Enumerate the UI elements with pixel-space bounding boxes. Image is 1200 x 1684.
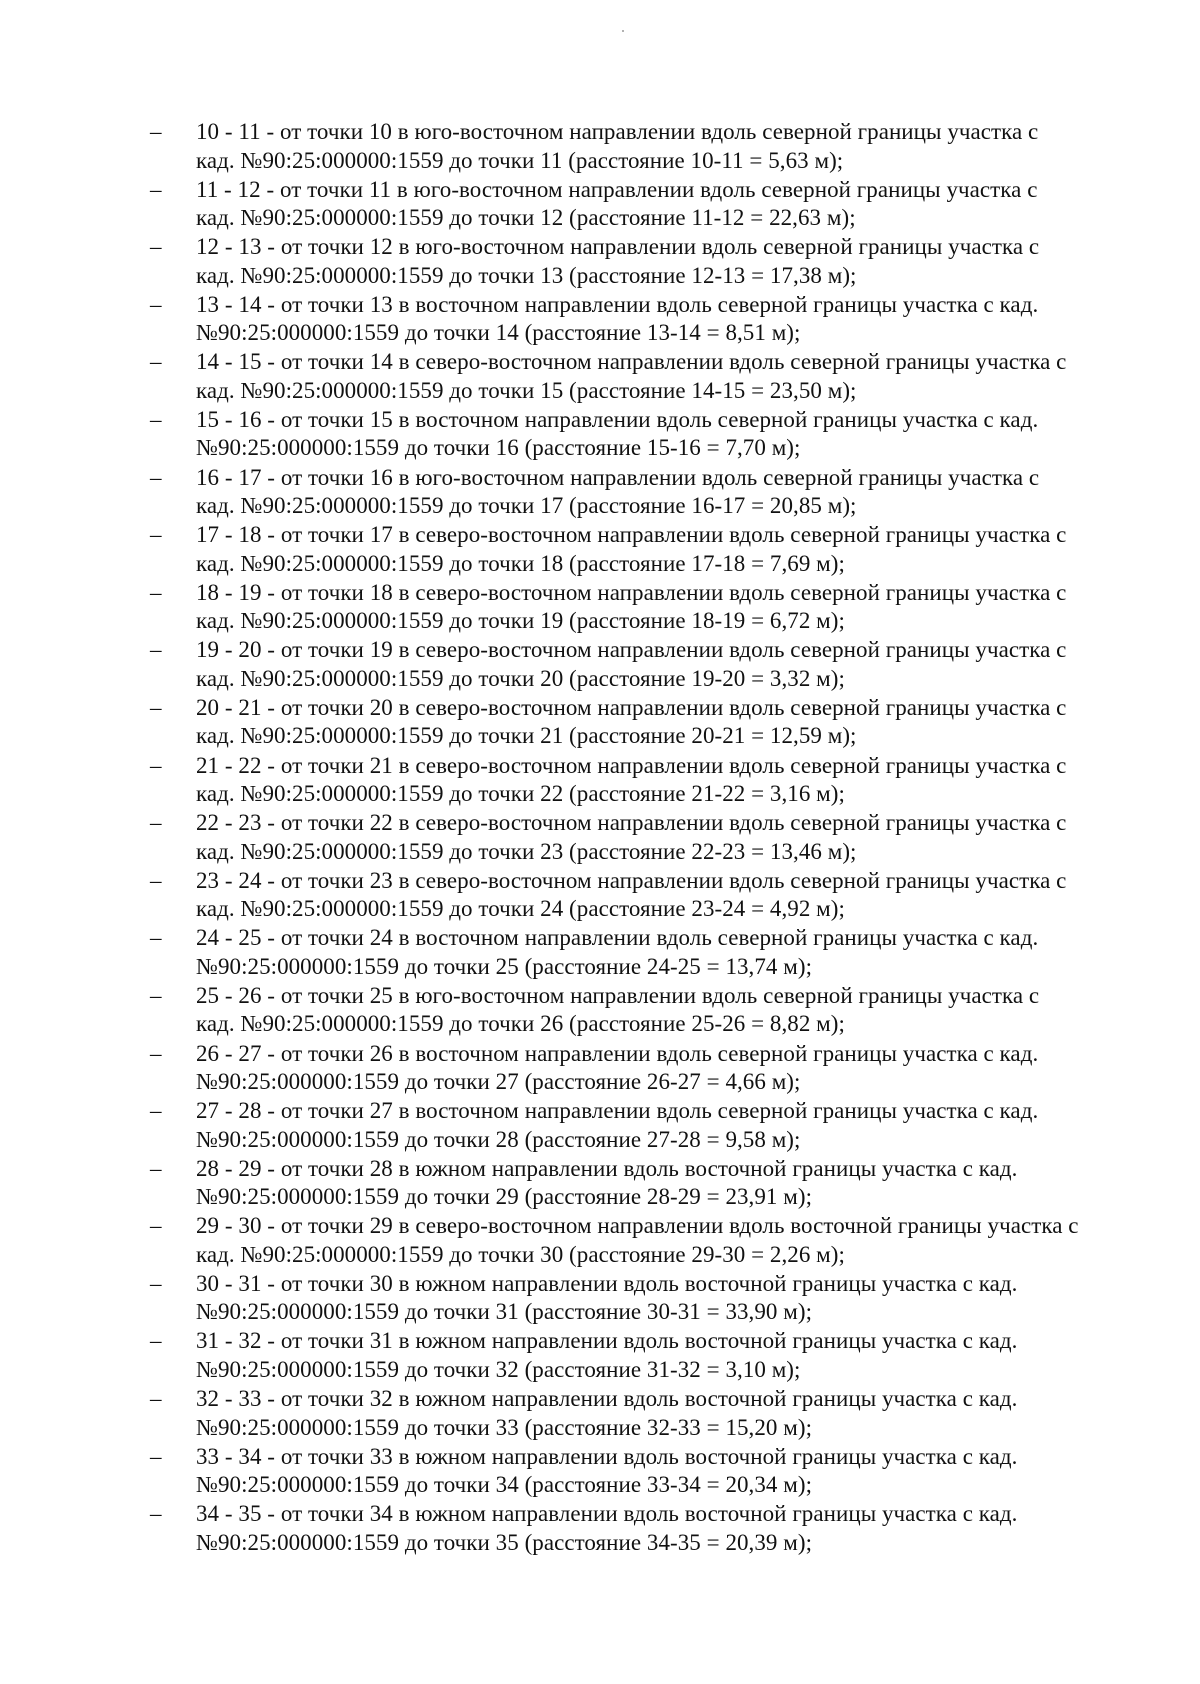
list-dash: – — [150, 176, 162, 202]
list-item-text: 15 - 16 - от точки 15 в восточном направлении вдоль северной границы участка с кад. №90:25:000000:1559 до точки 16 (расстояние 15-16 = 7,70 м); — [196, 406, 1039, 461]
list-dash: – — [150, 1386, 162, 1412]
list-item-text: 26 - 27 - от точки 26 в восточном направлении вдоль северной границы участка с кад. №90:25:000000:1559 до точки 27 (расстояние 26-27 = 4,66 м); — [196, 1040, 1039, 1094]
list-dash: – — [150, 522, 162, 548]
list-dash: – — [150, 234, 162, 260]
list-item-text: 20 - 21 - от точки 20 в северо-восточном направлении вдоль северной границы участка с кад. №90:25:000000:1559 до точки 21 (расстояние 20-21 = 12,59 м); — [196, 694, 1067, 749]
list-dash: – — [150, 349, 162, 375]
list-item-text: 25 - 26 - от точки 25 в юго-восточном направлении вдоль северной границы участка с кад. №90:25:000000:1559 до точки 26 (расстояние 25-26 = 8,82 м); — [196, 982, 1040, 1037]
list-item — [150, 579, 1140, 637]
list-item-text: 34 - 35 - от точки 34 в южном направлении вдоль восточной границы участка с кад. №90:25:000000:1559 до точки 35 (расстояние 34-35 = 20,39 м); — [196, 1501, 1018, 1555]
list-item-text: 29 - 30 - от точки 29 в северо-восточном направлении вдоль восточной границы участка с кад. №90:25:000000:1559 до точки 30 (расстояние 29-30 = 2,26 м); — [196, 1213, 1079, 1267]
list-item — [150, 867, 1140, 925]
list-dash: – — [150, 1040, 162, 1066]
list-dash: – — [150, 119, 162, 144]
list-item-text: 22 - 23 - от точки 22 в северо-восточном направлении вдоль северной границы участка с кад. №90:25:000000:1559 до точки 23 (расстояние 22-23 = 13,46 м); — [196, 810, 1067, 864]
list-dash: – — [150, 925, 162, 951]
list-item-text: 32 - 33 - от точки 32 в южном направлении вдоль восточной границы участка с кад. №90:25:000000:1559 до точки 33 (расстояние 32-33 = 15,20 м); — [196, 1386, 1018, 1440]
list-dash: – — [150, 637, 162, 663]
list-item — [150, 464, 1140, 522]
list-item — [150, 1097, 1140, 1155]
list-item-text: 28 - 29 - от точки 28 в южном направлении вдоль восточной границы участка с кад. №90:25:000000:1559 до точки 29 (расстояние 28-29 = 23,91 м); — [196, 1155, 1018, 1210]
list-item — [150, 176, 1140, 234]
list-dash: – — [150, 1270, 162, 1296]
list-item — [150, 752, 1140, 810]
list-item-text: 14 - 15 - от точки 14 в северо-восточном направлении вдоль северной границы участка с кад. №90:25:000000:1559 до точки 15 (расстояние 14-15 = 23,50 м); — [196, 349, 1067, 403]
list-dash: – — [150, 982, 162, 1008]
list-item — [150, 1327, 1140, 1385]
list-item — [150, 348, 1140, 406]
list-item — [150, 233, 1140, 291]
scan-dot — [622, 30, 624, 32]
list-item-text: 21 - 22 - от точки 21 в северо-восточном направлении вдоль северной границы участка с кад. №90:25:000000:1559 до точки 22 (расстояние 21-22 = 3,16 м); — [196, 752, 1067, 807]
list-dash: – — [150, 867, 162, 893]
list-item — [150, 636, 1140, 694]
list-item-text: 31 - 32 - от точки 31 в южном направлении вдоль восточной границы участка с кад. №90:25:000000:1559 до точки 32 (расстояние 31-32 = 3,10 м); — [196, 1328, 1018, 1382]
list-item — [150, 521, 1140, 579]
list-dash: – — [150, 1443, 162, 1469]
list-item — [150, 291, 1140, 349]
list-item — [150, 1040, 1140, 1098]
list-dash: – — [150, 406, 162, 432]
list-item-text: 30 - 31 - от точки 30 в южном направлении вдоль восточной границы участка с кад. №90:25:000000:1559 до точки 31 (расстояние 30-31 = 33,90 м); — [196, 1270, 1018, 1325]
list-item — [150, 1385, 1140, 1443]
list-item — [150, 1500, 1140, 1558]
list-dash: – — [150, 752, 162, 778]
list-item — [150, 809, 1140, 867]
list-item-text: 17 - 18 - от точки 17 в северо-восточном направлении вдоль северной границы участка с кад. №90:25:000000:1559 до точки 18 (расстояние 17-18 = 7,69 м); — [196, 522, 1067, 576]
list-item — [150, 1212, 1140, 1270]
list-item-text: 12 - 13 - от точки 12 в юго-восточном направлении вдоль северной границы участка с кад. №90:25:000000:1559 до точки 13 (расстояние 12-13 = 17,38 м); — [196, 234, 1040, 288]
list-dash: – — [150, 694, 162, 720]
list-dash: – — [150, 1501, 162, 1527]
list-dash: – — [150, 1155, 162, 1181]
list-item — [150, 118, 1140, 176]
list-item-text: 10 - 11 - от точки 10 в юго-восточном направлении вдоль северной границы участка с кад. №90:25:000000:1559 до точки 11 (расстояние 10-11 = 5,63 м); — [196, 119, 1039, 173]
list-dash: – — [150, 464, 162, 490]
list-item-text: 18 - 19 - от точки 18 в северо-восточном направлении вдоль северной границы участка с кад. №90:25:000000:1559 до точки 19 (расстояние 18-19 = 6,72 м); — [196, 579, 1067, 634]
list-item-text: 24 - 25 - от точки 24 в восточном направлении вдоль северной границы участка с кад. №90:25:000000:1559 до точки 25 (расстояние 24-25 = 13,74 м); — [196, 925, 1039, 979]
list-dash: – — [150, 579, 162, 605]
list-dash: – — [150, 1213, 162, 1239]
list-item — [150, 1270, 1140, 1328]
list-item-text: 13 - 14 - от точки 13 в восточном направлении вдоль северной границы участка с кад. №90:25:000000:1559 до точки 14 (расстояние 13-14 = 8,51 м); — [196, 291, 1039, 346]
list-item-text: 19 - 20 - от точки 19 в северо-восточном направлении вдоль северной границы участка с кад. №90:25:000000:1559 до точки 20 (расстояние 19-20 = 3,32 м); — [196, 637, 1067, 691]
list-item — [150, 1443, 1140, 1501]
list-item-text: 33 - 34 - от точки 33 в южном направлении вдоль восточной границы участка с кад. №90:25:000000:1559 до точки 34 (расстояние 33-34 = 20,34 м); — [196, 1443, 1018, 1498]
list-dash: – — [150, 1328, 162, 1354]
list-item — [150, 406, 1140, 464]
list-item-text: 27 - 28 - от точки 27 в восточном направлении вдоль северной границы участка с кад. №90:25:000000:1559 до точки 28 (расстояние 27-28 = 9,58 м); — [196, 1098, 1039, 1152]
list-item — [150, 694, 1140, 752]
list-item — [150, 982, 1140, 1040]
list-item — [150, 924, 1140, 982]
list-dash: – — [150, 810, 162, 836]
list-item-text: 11 - 12 - от точки 11 в юго-восточном направлении вдоль северной границы участка с кад. №90:25:000000:1559 до точки 12 (расстояние 11-12 = 22,63 м); — [196, 176, 1038, 231]
list-dash: – — [150, 291, 162, 317]
list-item-text: 23 - 24 - от точки 23 в северо-восточном направлении вдоль северной границы участка с кад. №90:25:000000:1559 до точки 24 (расстояние 23-24 = 4,92 м); — [196, 867, 1067, 922]
list-item-text: 16 - 17 - от точки 16 в юго-восточном направлении вдоль северной границы участка с кад. №90:25:000000:1559 до точки 17 (расстояние 16-17 = 20,85 м); — [196, 464, 1040, 519]
boundary-description-list — [150, 118, 1140, 1558]
list-dash: – — [150, 1098, 162, 1124]
list-item — [150, 1155, 1140, 1213]
